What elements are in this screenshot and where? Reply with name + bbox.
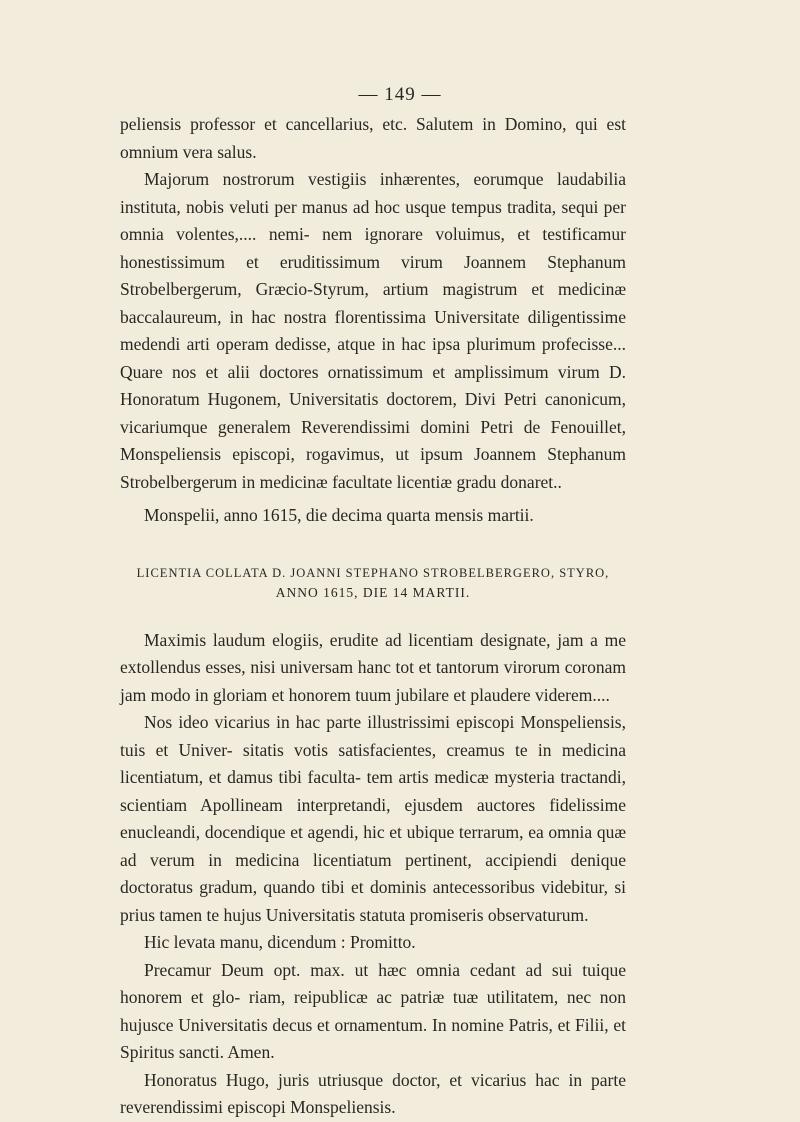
paragraph-nos-ideo: Nos ideo vicarius in hac parte illustrissimi episcopi Monspeliensis, tuis et Univer- sitatis votis satisfacientes, creamus te in medicina licentiatum, et damus tibi faculta- tem artis medicæ mysteria tractandi, scientiam Apollineam interpretandi, ejusdem auctores fidelissime enucleandi, docendique et agendi, hic et ubique terrarum, ea omnia quæ ad verum in medicina licentiatum pertinent, accipiendi denique doctoratus gradum, quando tibi et dominis antecessoribus videbitur, si prius tamen te hujus Universitatis statuta promiseris observaturum.	[120, 712, 626, 925]
paragraph-maximis: Maximis laudum elogiis, erudite ad licentiam designate, jam a me extollendus esses, nisi universam hanc tot et tantorum virorum coronam jam modo in gloriam et honorem tuum jubilare et plaudere viderem....	[120, 629, 626, 705]
paragraph-majorum: Majorum nostrorum vestigiis inhærentes, eorumque laudabilia instituta, nobis veluti per manus ad hoc usque tempus tradita, sequi per omnia volentes,.... nemi- nem ignorare voluimus, et testificamur honestissimum et eruditissimum virum Joannem Stephanum Strobelbergerum, Græcio-Styrum, artium magistrum et medicinæ baccalaureum, in hac nostra florentissima Universitate diligentissime medendi arti operam dedisse, atque in hac ipsa plurimum profecisse... Quare nos et alii doctores ornatissimum et amplissimum virum D. Honoratum Hugonem, Universitatis doctorem, Divi Petri canonicum, vicariumque generalem Reverendissimi domini Petri de Fenouillet, Monspeliensis episcopi, rogavimus, ut ipsum Joannem Stephanum Strobelbergerum in medicinæ facultate licentiæ gradu donaret..	[120, 169, 626, 492]
page-number: — 149 —	[358, 84, 442, 105]
paragraph-signature: Honoratus Hugo, juris utriusque doctor, et vicarius hac in parte reverendissimi episcopi Monspeliensis.	[120, 1069, 626, 1117]
paragraph-salutation: peliensis professor et cancellarius, etc. Salutem in Domino, qui est omnium vera salus.	[120, 114, 626, 162]
paragraph-date-line: Monspelii, anno 1615, die decima quarta mensis martii.	[144, 505, 534, 525]
section-heading	[120, 563, 626, 603]
paragraph-precamur: Precamur Deum opt. max. ut hæc omnia cedant ad sui tuique honorem et glo- riam, reipublicæ ac patriæ tuæ utilitatem, nec non hujusce Universitatis decus et ornamentum. In nomine Patris, et Filii, et Spiritus sancti. Amen.	[120, 959, 626, 1062]
heading-line-2: ANNO 1615, DIE 14 MARTII.	[275, 584, 471, 600]
paragraph-hic-levata: Hic levata manu, dicendum : Promitto.	[144, 932, 416, 952]
heading-line-1: LICENTIA COLLATA D. JOANNI STEPHANO STROBELBERGERO, STYRO,	[136, 565, 610, 580]
text-block	[120, 111, 626, 1122]
